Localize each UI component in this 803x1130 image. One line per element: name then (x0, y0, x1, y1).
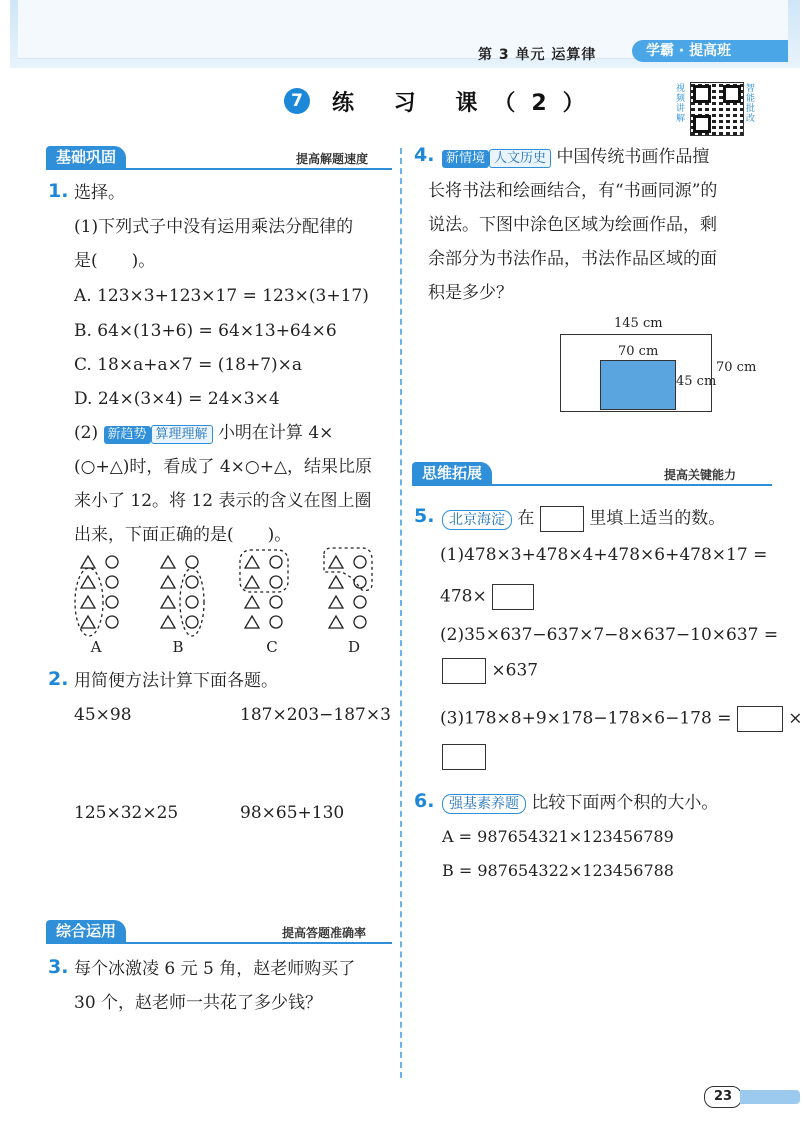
q4-line1 (442, 146, 709, 168)
q2-item-4: 98×65+130 (240, 803, 345, 823)
q4-line1-rest: 中国传统书画作品擅 (556, 147, 710, 167)
q5-number: 5. (414, 505, 435, 527)
q4-line4: 余部分为书法作品，书法作品区域的面 (428, 249, 717, 269)
q5-part2: (2)35×637−637×7−8×637−10×637 = (440, 625, 779, 645)
tag-new-context: 新情境 (442, 150, 489, 168)
q1-figures (60, 548, 390, 658)
q1-part2-line1 (74, 422, 333, 444)
q5-part3-expr: (3)178×8+9×178−178×6−178 = (440, 708, 732, 729)
section-basic-tag: 基础巩固 (46, 146, 126, 168)
q6-expr-a: A = 987654321×123456789 (442, 827, 674, 846)
q5-part1: (1)478×3+478×4+478×6+478×17 = (440, 545, 768, 565)
section-thinking-tag: 思维拓展 (412, 462, 492, 484)
section-basic-sub: 提高解题速度 (296, 152, 369, 166)
page-number: 23 (704, 1086, 742, 1108)
q2-stem: 用简便方法计算下面各题。 (74, 671, 278, 691)
q5-part3 (440, 706, 803, 732)
q1-stem: 选择。 (74, 183, 125, 203)
q3-line1: 每个冰激凌 6 元 5 角，赵老师购买了 (74, 959, 356, 979)
page-number-bar (740, 1090, 800, 1104)
section-comprehensive-sub: 提高答题准确率 (282, 926, 367, 940)
q5-part1-prefix: 478× (440, 586, 487, 607)
figure-label-c: C (266, 638, 278, 656)
q3-line2: 30 个，赵老师一共花了多少钱？ (74, 993, 323, 1013)
lesson-number-badge: 7 (284, 88, 310, 114)
q6-stem (442, 792, 718, 814)
q1-part2-line2: (○+△)时，看成了 4×○+△，结果比原 (74, 457, 373, 477)
q2-item-2: 187×203−187×3 (240, 705, 391, 725)
tag-new-trend: 新趋势 (104, 426, 151, 444)
section-comprehensive-line (46, 942, 392, 944)
q1-option-a: A. 123×3+123×17 = 123×(3+17) (74, 286, 369, 306)
q2-number: 2. (48, 668, 69, 690)
brand-label: 学霸 · 提高班 (632, 40, 788, 62)
q3-number: 3. (48, 956, 69, 978)
section-comprehensive-tag: 综合运用 (46, 920, 126, 942)
figure-label-a: A (90, 638, 102, 656)
q5-stem-mid: 在 (517, 508, 535, 529)
tag-culture-history: 人文历史 (489, 149, 551, 168)
q5-answer-box-1[interactable] (492, 584, 534, 610)
q1-option-d: D. 24×(3×4) = 24×3×4 (74, 389, 280, 409)
q5-part2-suffix: ×637 (491, 660, 539, 681)
q5-part3-suffix: × (788, 708, 803, 729)
unit-label: 第 3 单元 运算律 (478, 47, 597, 63)
qr-left-label: 视频讲解 (676, 84, 686, 124)
q5-stem-box (540, 506, 584, 532)
q5-answer-box-3[interactable] (737, 706, 783, 732)
q4-outer-height-label: 70 cm (716, 360, 757, 375)
q4-line3: 说法。下图中涂色区域为绘画作品，剩 (428, 215, 717, 235)
q4-line2: 长将书法和绘画结合，有“书画同源”的 (428, 181, 718, 201)
q1-part1-line2: 是( )。 (74, 251, 156, 271)
qr-right-label: 智能批改 (746, 84, 756, 124)
q4-outer-width-label: 145 cm (614, 316, 663, 331)
section-thinking-sub: 提高关键能力 (664, 468, 737, 482)
column-divider (400, 148, 402, 1078)
q6-expr-b: B = 987654322×123456788 (442, 861, 674, 880)
q4-number: 4. (414, 144, 435, 166)
q1-part2-prefix: (2) (74, 423, 99, 443)
q1-part2-line4: 出来，下面正确的是( )。 (74, 525, 292, 545)
q4-line5: 积是多少？ (428, 283, 513, 303)
q1-option-b: B. 64×(13+6) = 64×13+64×6 (74, 321, 337, 341)
q1-part1-line1: (1)下列式子中没有运用乘法分配律的 (74, 217, 354, 237)
page-title: 练 习 课（2） (332, 91, 601, 116)
q5-stem-end: 里填上适当的数。 (589, 508, 726, 529)
q1-part2-line1-rest: 小明在计算 4× (217, 423, 334, 443)
q4-inner-height-label: 45 cm (676, 374, 717, 389)
q6-number: 6. (414, 790, 435, 812)
section-thinking-line (412, 484, 772, 486)
q4-painting-rect (600, 360, 676, 410)
q6-stem-text: 比较下面两个积的大小。 (531, 793, 719, 813)
section-basic-line (46, 168, 392, 170)
figure-label-d: D (347, 638, 361, 656)
q1-part2-line3: 来小了 12。将 12 表示的含义在图上圈 (74, 491, 372, 511)
tag-reasoning: 算理理解 (151, 425, 213, 444)
q2-item-1: 45×98 (74, 705, 132, 725)
q5-answer-box-4[interactable] (442, 744, 486, 770)
q1-option-c: C. 18×a+a×7 = (18+7)×a (74, 355, 303, 375)
q5-part2-tail (442, 658, 538, 684)
q5-stem (442, 506, 725, 532)
qr-code-icon[interactable] (690, 82, 744, 136)
q5-answer-box-2[interactable] (442, 658, 486, 684)
q6-tag: 强基素养题 (442, 794, 526, 814)
q5-source-tag: 北京海淀 (442, 510, 512, 530)
q4-inner-width-label: 70 cm (618, 344, 659, 359)
q1-number: 1. (48, 180, 69, 202)
q2-item-3: 125×32×25 (74, 803, 179, 823)
figure-label-b: B (172, 638, 184, 656)
q5-part1-tail (440, 584, 534, 610)
